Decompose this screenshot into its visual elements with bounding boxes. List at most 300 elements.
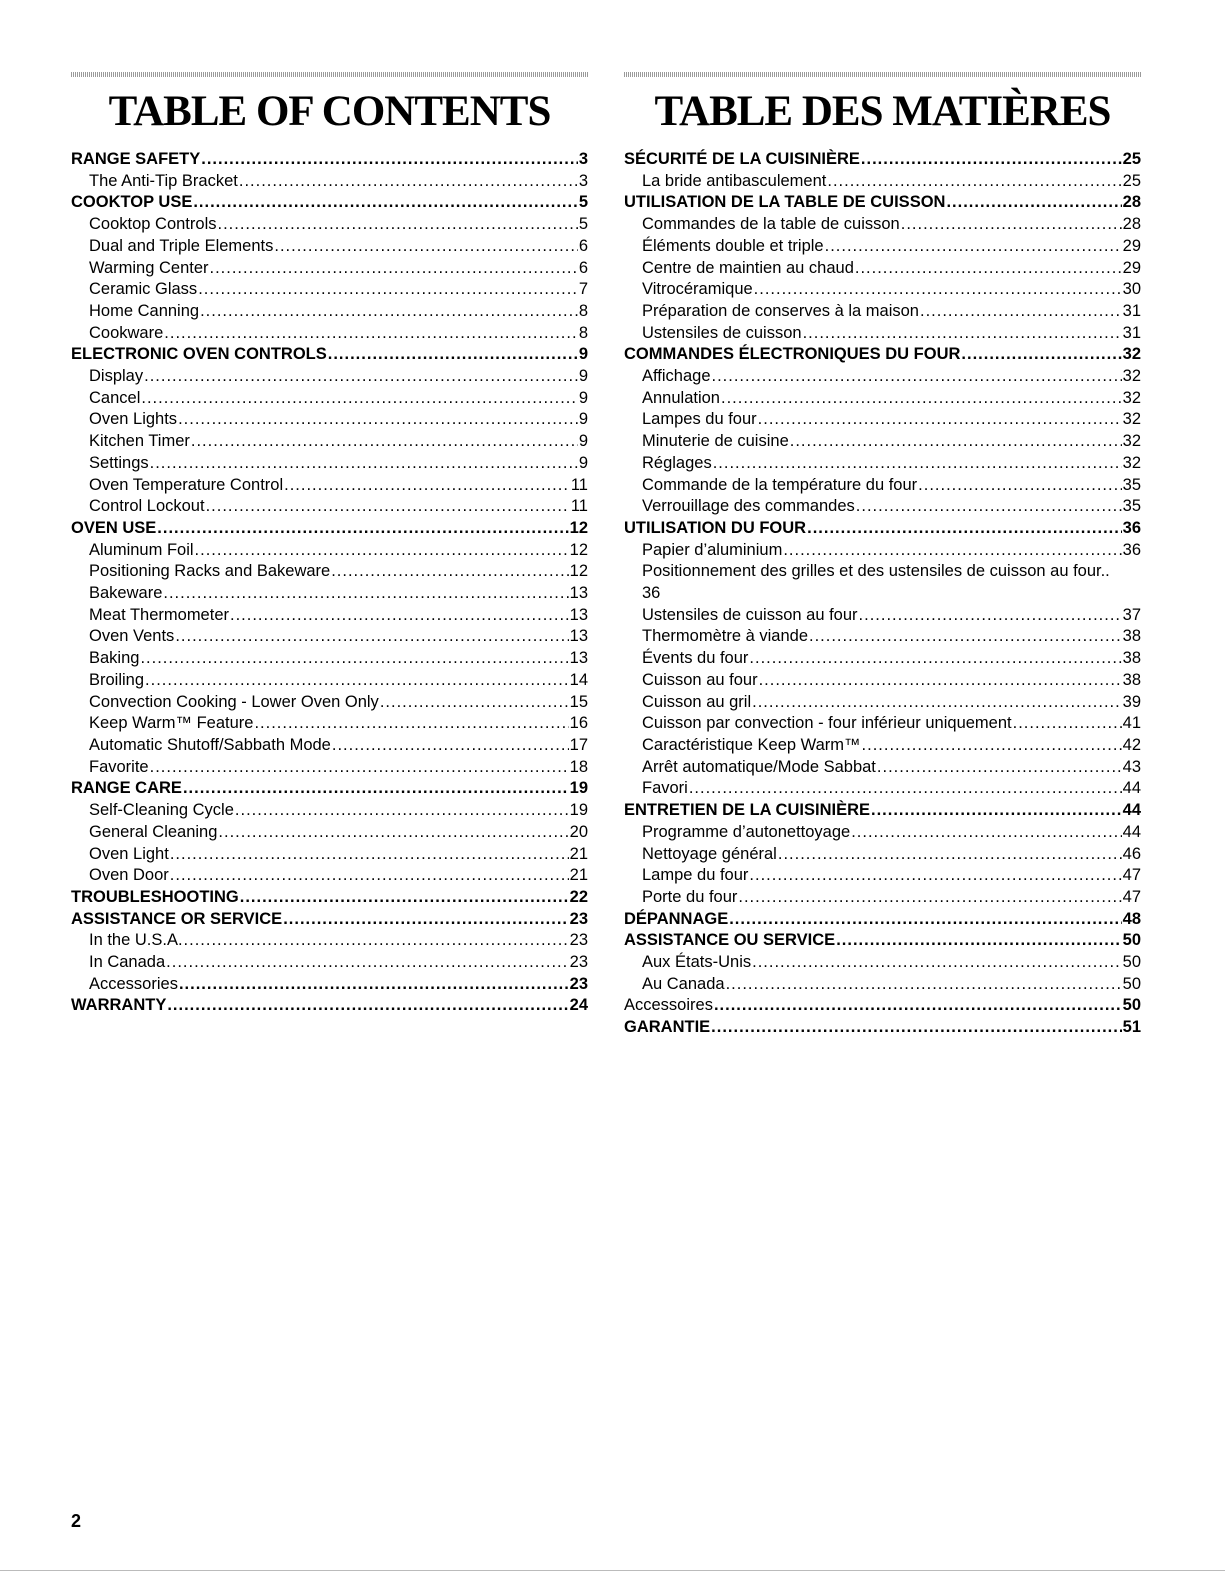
toc-entry-title: Centre de maintien au chaud	[642, 258, 854, 277]
toc-subsection-entry[interactable]	[71, 409, 588, 431]
toc-entry-page: 44	[1122, 801, 1141, 820]
toc-entry-page: 28	[1122, 215, 1141, 234]
toc-subsection-entry[interactable]	[71, 236, 588, 258]
toc-entry-page: 19	[569, 779, 588, 798]
toc-section-entry[interactable]	[71, 887, 588, 909]
dot-leader	[217, 214, 577, 236]
dot-leader	[284, 475, 570, 497]
dot-leader	[195, 540, 569, 562]
dot-leader	[738, 887, 1121, 909]
toc-entry-title: ENTRETIEN DE LA CUISINIÈRE	[624, 801, 870, 820]
toc-entry-page: 22	[569, 887, 588, 906]
toc-entry-title: Thermomètre à viande	[642, 627, 808, 646]
toc-subsection-entry[interactable]	[624, 279, 1141, 301]
toc-entry-title: TROUBLESHOOTING	[71, 887, 239, 906]
toc-subsection-entry[interactable]	[71, 605, 588, 627]
toc-entry-page: 37	[1122, 605, 1141, 624]
dot-leader	[713, 453, 1122, 475]
toc-entry-title: Évents du four	[642, 649, 749, 668]
dot-leader	[183, 778, 569, 800]
toc-entry-title: The Anti-Tip Bracket	[89, 171, 238, 190]
toc-section-entry[interactable]	[624, 800, 1141, 822]
toc-entry-title: SÉCURITÉ DE LA CUISINIÈRE	[624, 150, 860, 168]
toc-subsection-entry[interactable]	[71, 475, 588, 497]
toc-entry-title: Verrouillage des commandes	[642, 497, 855, 516]
toc-entry-page: 9	[578, 432, 588, 451]
dot-leader	[239, 171, 578, 193]
dot-leader	[790, 431, 1122, 453]
dot-leader	[803, 323, 1122, 345]
toc-entry-page: 29	[1122, 236, 1141, 255]
toc-entry-title: Programme d’autonettoyage	[642, 822, 851, 841]
toc-entry-title: Minuterie de cuisine	[642, 432, 789, 451]
toc-subsection-entry[interactable]	[71, 431, 588, 453]
dot-leader	[759, 670, 1122, 692]
toc-entry-title: Kitchen Timer	[89, 432, 190, 451]
dot-leader	[714, 995, 1122, 1017]
toc-entry-title: Porte du four	[642, 887, 738, 906]
toc-entry-page: 38	[1122, 649, 1141, 668]
toc-section-entry[interactable]	[71, 909, 588, 931]
toc-entry-page: 25	[1122, 150, 1141, 168]
dot-leader	[729, 909, 1121, 931]
toc-subsection-entry[interactable]	[71, 540, 588, 562]
dot-leader	[827, 171, 1121, 193]
dot-leader	[167, 995, 568, 1017]
toc-subsection-entry[interactable]	[71, 713, 588, 735]
toc-subsection-entry[interactable]	[624, 713, 1141, 735]
dot-leader	[140, 648, 568, 670]
toc-entry-page: 20	[569, 822, 588, 841]
toc-entry-title: Self-Cleaning Cycle	[89, 801, 234, 820]
dot-leader	[150, 757, 569, 779]
toc-subsection-entry[interactable]	[71, 323, 588, 345]
toc-entry-page: 50	[1122, 931, 1141, 950]
toc-entry-title: RANGE SAFETY	[71, 150, 201, 168]
toc-subsection-entry[interactable]	[624, 822, 1141, 844]
toc-section-entry[interactable]	[624, 1017, 1141, 1039]
dot-leader	[752, 692, 1122, 714]
toc-subsection-entry[interactable]	[624, 453, 1141, 475]
dot-leader	[856, 496, 1122, 518]
toc-entry-title: UTILISATION DU FOUR	[624, 518, 807, 537]
toc-entry-page: 12	[569, 562, 588, 581]
toc-section-entry[interactable]	[624, 192, 1141, 214]
dot-leader	[749, 865, 1121, 887]
toc-entry-page: 11	[570, 475, 588, 494]
toc-subsection-entry[interactable]	[624, 648, 1141, 670]
toc-section-entry[interactable]	[624, 344, 1141, 366]
toc-section-entry[interactable]	[624, 149, 1141, 171]
toc-entry-page: 51	[1122, 1018, 1141, 1037]
toc-entry-title: Display	[89, 367, 144, 386]
toc-entry-page: 31	[1122, 301, 1141, 320]
toc-entry-page: 17	[569, 735, 588, 754]
dot-leader	[274, 236, 577, 258]
toc-subsection-entry[interactable]	[624, 323, 1141, 345]
toc-entry-title: DÉPANNAGE	[624, 909, 729, 928]
toc-entry-title: Cooktop Controls	[89, 215, 217, 234]
toc-entry-page: 32	[1122, 410, 1141, 429]
toc-entry-title: Nettoyage général	[642, 844, 777, 863]
toc-subsection-entry[interactable]	[71, 561, 588, 583]
toc-entry-page: 5	[578, 193, 588, 212]
toc-subsection-entry[interactable]	[71, 626, 588, 648]
toc-entry-title: COMMANDES ÉLECTRONIQUES DU FOUR	[624, 345, 961, 364]
toc-entry-page: 13	[569, 605, 588, 624]
dot-leader	[1013, 713, 1122, 735]
toc-entry-title: Accessories	[89, 974, 178, 993]
dot-leader	[141, 388, 577, 410]
toc-subsection-entry[interactable]	[624, 171, 1141, 193]
toc-entry-page: 32	[1122, 432, 1141, 451]
dot-leader	[778, 844, 1122, 866]
dot-leader	[918, 475, 1121, 497]
dot-leader	[961, 344, 1121, 366]
toc-section-entry[interactable]	[624, 930, 1141, 952]
toc-entry-title: Keep Warm™ Feature	[89, 714, 254, 733]
toc-entry-title: Bakeware	[89, 584, 163, 603]
toc-entry-page: 11	[570, 497, 588, 516]
toc-entry-title: Positionnement des grilles et des ustensiles de cuisson au four..	[642, 562, 1110, 581]
toc-entry-page: 9	[578, 410, 588, 429]
decorative-rule	[624, 72, 1141, 77]
toc-entry-title: General Cleaning	[89, 822, 218, 841]
toc-subsection-entry[interactable]	[71, 171, 588, 193]
toc-subsection-entry[interactable]	[71, 496, 588, 518]
toc-entry-title: Arrêt automatique/Mode Sabbat	[642, 757, 876, 776]
toc-entry-title: Réglages	[642, 453, 712, 472]
toc-entry-title: Warming Center	[89, 258, 209, 277]
toc-entry-page: 47	[1122, 887, 1141, 906]
toc-entry-title: Oven Lights	[89, 410, 178, 429]
toc-entry-page: 42	[1122, 735, 1141, 754]
toc-subsection-entry[interactable]	[624, 692, 1141, 714]
dot-leader	[783, 540, 1121, 562]
toc-subsection-entry[interactable]	[71, 930, 588, 952]
dot-leader	[851, 822, 1121, 844]
toc-entry-title: Lampes du four	[642, 410, 757, 429]
toc-entry-page: 9	[578, 453, 588, 472]
dot-leader	[184, 930, 569, 952]
toc-entry-page: 44	[1122, 822, 1141, 841]
toc-entry-title: Commandes de la table de cuisson	[642, 215, 900, 234]
toc-section-entry[interactable]	[624, 909, 1141, 931]
toc-entry-page: 9	[578, 367, 588, 386]
dot-leader	[240, 887, 569, 909]
dot-leader	[862, 735, 1122, 757]
toc-entry-page: 46	[1122, 844, 1141, 863]
toc-subsection-entry[interactable]	[71, 453, 588, 475]
toc-entry-page: 48	[1122, 909, 1141, 928]
dot-leader	[193, 192, 577, 214]
dot-leader	[380, 692, 569, 714]
toc-entry-page: 23	[569, 909, 588, 928]
toc-subsection-entry[interactable]	[624, 757, 1141, 779]
toc-entry-title: Dual and Triple Elements	[89, 236, 274, 255]
toc-entry-page: 32	[1122, 388, 1141, 407]
toc-subsection-entry[interactable]	[624, 952, 1141, 974]
toc-subsection-entry[interactable]	[624, 258, 1141, 280]
toc-entry-page: 25	[1122, 171, 1141, 190]
dot-leader	[163, 583, 568, 605]
toc-entry-title: In the U.S.A.	[89, 931, 183, 950]
toc-section-entry[interactable]	[71, 192, 588, 214]
toc-subsection-entry[interactable]	[71, 214, 588, 236]
dot-leader	[877, 757, 1122, 779]
dot-leader	[328, 344, 578, 366]
toc-entry-title: Cuisson au gril	[642, 692, 752, 711]
toc-entry-title: RANGE CARE	[71, 779, 182, 798]
toc-subsection-entry[interactable]	[624, 475, 1141, 497]
dot-leader	[178, 409, 578, 431]
toc-entry-title: In Canada	[89, 953, 166, 972]
toc-entry-page: 50	[1122, 953, 1141, 972]
page-number: 2	[71, 1511, 82, 1531]
dot-leader	[871, 800, 1122, 822]
toc-entry-page: 21	[569, 844, 588, 863]
toc-entry-page: 32	[1122, 453, 1141, 472]
toc-section-entry[interactable]	[71, 778, 588, 800]
toc-list	[624, 149, 1141, 1039]
toc-subsection-entry[interactable]	[624, 844, 1141, 866]
toc-subsection-entry[interactable]	[71, 800, 588, 822]
toc-subsection-entry[interactable]	[624, 995, 1141, 1017]
toc-entry-page: 5	[578, 215, 588, 234]
dot-leader	[920, 301, 1122, 323]
toc-subsection-entry[interactable]	[71, 258, 588, 280]
toc-entry-title: Meat Thermometer	[89, 605, 229, 624]
toc-entry-title: Commande de la température du four	[642, 475, 918, 494]
dot-leader	[164, 323, 578, 345]
toc-entry-page: 6	[578, 236, 588, 255]
toc-entry-page: 13	[569, 649, 588, 668]
toc-entry-page: 23	[569, 931, 588, 950]
toc-entry-page: 35	[1122, 475, 1141, 494]
dot-leader	[150, 453, 578, 475]
toc-entry-page: 23	[569, 974, 588, 993]
toc-entry-page: 50	[1122, 974, 1141, 993]
toc-entry-title: Papier d’aluminium	[642, 540, 783, 559]
toc-subsection-entry[interactable]	[624, 626, 1141, 648]
toc-entry-title: Oven Light	[89, 844, 169, 863]
dot-leader	[170, 865, 569, 887]
dot-leader	[855, 258, 1122, 280]
dot-leader	[210, 258, 578, 280]
toc-entry-title: Vitrocéramique	[642, 280, 753, 299]
toc-section-entry[interactable]	[624, 518, 1141, 540]
toc-entry-page: 15	[569, 692, 588, 711]
dot-leader	[218, 822, 568, 844]
dot-leader	[861, 149, 1122, 171]
toc-subsection-entry[interactable]	[624, 887, 1141, 909]
toc-entry-title: Annulation	[642, 388, 720, 407]
toc-entry-page: 50	[1122, 996, 1141, 1015]
toc-entry-title: ASSISTANCE OU SERVICE	[624, 931, 836, 950]
toc-heading: TABLE OF CONTENTS	[108, 88, 551, 135]
toc-entry-page: 44	[1122, 779, 1141, 798]
dot-leader	[166, 952, 568, 974]
toc-entry-title: Settings	[89, 453, 149, 472]
toc-subsection-entry[interactable]	[624, 670, 1141, 692]
toc-subsection-entry[interactable]	[71, 757, 588, 779]
toc-entry-page: 35	[1122, 497, 1141, 516]
toc-entry-page: 13	[569, 627, 588, 646]
toc-subsection-entry[interactable]	[624, 735, 1141, 757]
dot-leader	[332, 735, 569, 757]
toc-entry-title: Accessoires	[624, 996, 713, 1015]
toc-entry-page: 7	[578, 280, 588, 299]
dot-leader	[901, 214, 1122, 236]
dot-leader	[836, 930, 1121, 952]
toc-entry-title: Favorite	[89, 757, 149, 776]
toc-entry-title: GARANTIE	[624, 1018, 711, 1037]
toc-entry-title: Lampe du four	[642, 866, 749, 885]
toc-subsection-entry[interactable]	[624, 778, 1141, 800]
toc-subsection-entry[interactable]	[71, 366, 588, 388]
toc-entry-title: Éléments double et triple	[642, 236, 824, 255]
toc-entry-page: 14	[569, 670, 588, 689]
toc-entry-title: Baking	[89, 649, 140, 668]
toc-entry-page: 18	[569, 757, 588, 776]
toc-subsection-entry[interactable]	[71, 735, 588, 757]
toc-entry-title: Cuisson au four	[642, 670, 758, 689]
toc-entry-page: 36	[642, 584, 661, 603]
dot-leader	[825, 236, 1122, 258]
toc-column-french	[624, 72, 1141, 1039]
toc-entry-title: Au Canada	[642, 974, 725, 993]
dot-leader	[749, 648, 1121, 670]
toc-section-entry[interactable]	[71, 344, 588, 366]
toc-entry-title: WARRANTY	[71, 996, 167, 1015]
toc-subsection-entry[interactable]	[71, 844, 588, 866]
toc-section-entry[interactable]	[71, 995, 588, 1017]
dot-leader	[712, 366, 1122, 388]
toc-subsection-entry[interactable]	[624, 496, 1141, 518]
dot-leader	[283, 909, 568, 931]
toc-section-entry[interactable]	[71, 149, 588, 171]
toc-subsection-entry[interactable]	[624, 214, 1141, 236]
toc-subsection-entry[interactable]	[624, 431, 1141, 453]
toc-entry-title: Home Canning	[89, 301, 200, 320]
dot-leader	[206, 496, 570, 518]
dot-leader	[157, 518, 568, 540]
toc-entry-page: 8	[578, 301, 588, 320]
toc-subsection-entry[interactable]	[71, 583, 588, 605]
toc-subsection-entry[interactable]	[71, 388, 588, 410]
toc-subsection-entry[interactable]	[624, 865, 1141, 887]
toc-entry-page: 32	[1122, 367, 1141, 386]
toc-entry-page: 6	[578, 258, 588, 277]
toc-entry-page: 8	[578, 323, 588, 342]
dot-leader	[758, 409, 1122, 431]
toc-entry-title: Automatic Shutoff/Sabbath Mode	[89, 735, 331, 754]
toc-entry-page: 36	[1122, 540, 1141, 559]
toc-entry-title: COOKTOP USE	[71, 193, 193, 212]
dot-leader	[254, 713, 568, 735]
dot-leader	[191, 431, 578, 453]
toc-entry-page: 24	[569, 996, 588, 1015]
toc-entry-title: Oven Temperature Control	[89, 475, 284, 494]
toc-entry-page: 12	[569, 518, 588, 537]
toc-entry-title: OVEN USE	[71, 518, 157, 537]
dot-leader	[200, 301, 578, 323]
toc-entry-title: La bride antibasculement	[642, 171, 827, 190]
toc-entry-page: 41	[1122, 714, 1141, 733]
toc-entry-page: 38	[1122, 627, 1141, 646]
dot-leader	[946, 192, 1121, 214]
toc-entry-page: 9	[578, 388, 588, 407]
dot-leader	[144, 366, 578, 388]
toc-entry-page: 30	[1122, 280, 1141, 299]
dot-leader	[807, 518, 1122, 540]
toc-entry-title: Ustensiles de cuisson	[642, 323, 802, 342]
toc-subsection-entry[interactable]	[71, 648, 588, 670]
toc-entry-page: 16	[569, 714, 588, 733]
toc-list	[71, 149, 588, 1017]
toc-section-entry[interactable]	[71, 518, 588, 540]
toc-subsection-entry[interactable]	[624, 236, 1141, 258]
toc-entry-title: ASSISTANCE OR SERVICE	[71, 909, 283, 928]
toc-entry-title: Oven Door	[89, 866, 169, 885]
bottom-border	[0, 1570, 1225, 1571]
toc-heading: TABLE DES MATIÈRES	[654, 88, 1111, 135]
toc-entry-page: 43	[1122, 757, 1141, 776]
toc-subsection-entry[interactable]	[624, 605, 1141, 627]
toc-subsection-entry[interactable]	[624, 409, 1141, 431]
toc-subsection-entry[interactable]	[624, 388, 1141, 410]
toc-entry-page: 38	[1122, 670, 1141, 689]
dot-leader	[859, 605, 1122, 627]
toc-entry-page: 9	[578, 345, 588, 364]
toc-entry-page: 39	[1122, 692, 1141, 711]
toc-subsection-entry[interactable]	[71, 670, 588, 692]
toc-entry-page: 23	[569, 953, 588, 972]
toc-entry-title: Cookware	[89, 323, 164, 342]
dot-leader	[689, 778, 1122, 800]
toc-column-english	[71, 72, 588, 1017]
toc-subsection-entry[interactable]	[624, 301, 1141, 323]
toc-entry-title: Affichage	[642, 367, 711, 386]
toc-entry-title: Caractéristique Keep Warm™	[642, 735, 861, 754]
toc-entry-title: Control Lockout	[89, 497, 205, 516]
toc-subsection-entry[interactable]	[624, 366, 1141, 388]
toc-entry-title: Aluminum Foil	[89, 540, 194, 559]
dot-leader	[726, 974, 1122, 996]
toc-entry-title: Ustensiles de cuisson au four	[642, 605, 858, 624]
toc-entry-page: 32	[1122, 345, 1141, 364]
toc-entry-page: 19	[569, 801, 588, 820]
dot-leader	[754, 279, 1122, 301]
toc-subsection-entry[interactable]	[71, 865, 588, 887]
toc-subsection-entry[interactable]	[71, 974, 588, 996]
toc-entry-page: 47	[1122, 866, 1141, 885]
toc-subsection-entry[interactable]	[624, 974, 1141, 996]
toc-subsection-entry[interactable]	[71, 692, 588, 714]
dot-leader	[721, 388, 1122, 410]
toc-entry-title: Cuisson par convection - four inférieur uniquement	[642, 714, 1012, 733]
toc-subsection-entry[interactable]	[71, 822, 588, 844]
toc-subsection-entry[interactable]	[624, 540, 1141, 562]
dot-leader	[711, 1017, 1121, 1039]
dot-leader	[752, 952, 1122, 974]
toc-entry-title: Oven Vents	[89, 627, 175, 646]
toc-subsection-entry[interactable]	[71, 952, 588, 974]
toc-subsection-entry[interactable]	[624, 561, 1141, 604]
toc-subsection-entry[interactable]	[71, 301, 588, 323]
dot-leader	[179, 974, 569, 996]
toc-subsection-entry[interactable]	[71, 279, 588, 301]
